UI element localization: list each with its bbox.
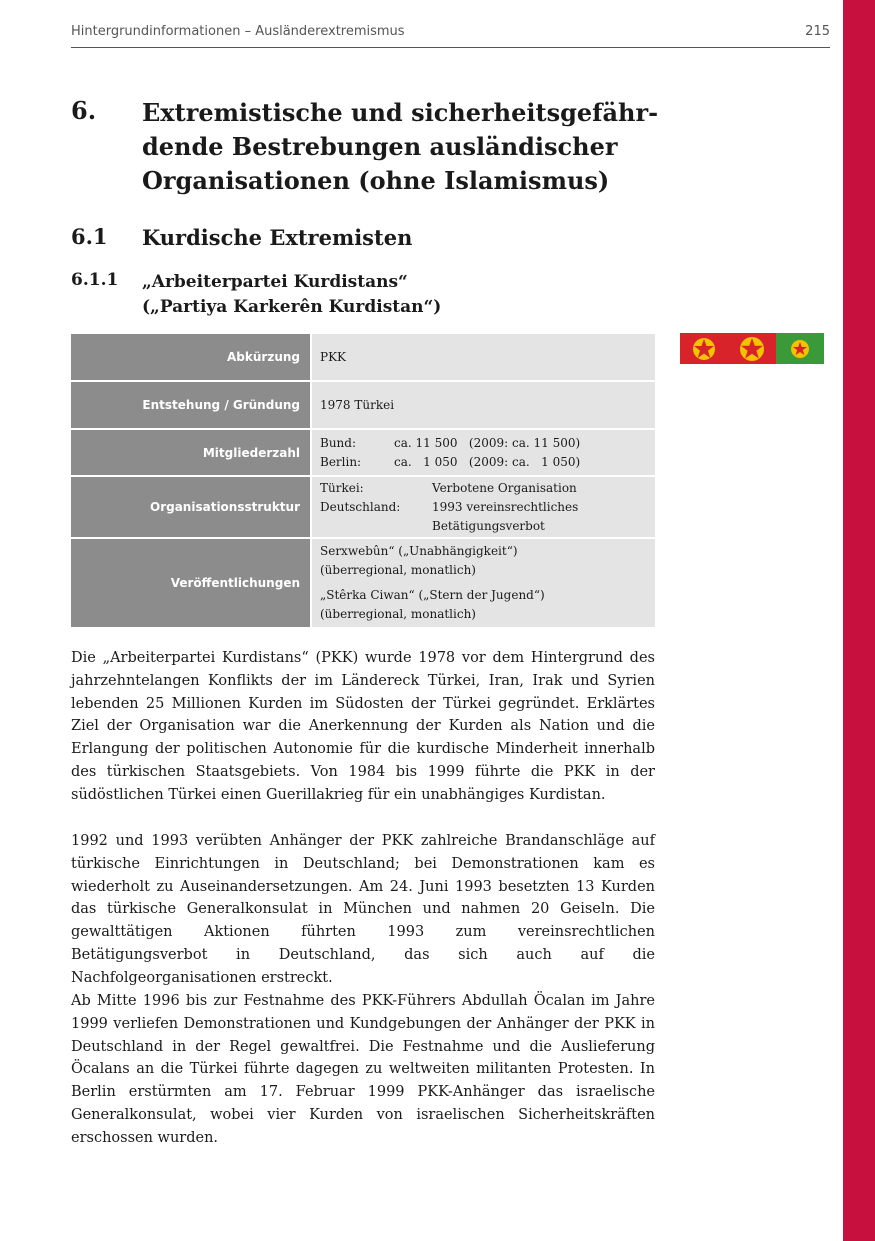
publication-title: „Stêrka Ciwan“ („Stern der Jugend“) [320,588,545,602]
table-row [71,538,655,628]
publication-frequency: (überregional, monatlich) [320,563,476,577]
structure-row [320,498,655,536]
heading3-line: („Partiya Karkerên Kurdistan“) [142,297,442,317]
members-value [311,429,655,476]
table-row [71,476,655,538]
structure-label: Organisationsstruktur [71,476,311,538]
flag-red-star-icon [728,333,776,364]
members-place: Bund: [320,435,356,450]
flag-red-star-icon [680,333,728,364]
structure-place: Deutschland: [320,499,401,514]
heading1-line: dende Bestrebungen ausländischer [142,132,618,161]
heading1-number: 6. [71,96,97,125]
red-flag-star-icon [689,335,719,363]
structure-status-line: 1993 vereinsrechtliches [432,499,579,514]
members-label: Mitgliederzahl [71,429,311,476]
table-row [71,381,655,429]
members-row [320,434,655,453]
pkk-flags [680,333,824,364]
heading2: Kurdische Extremisten [142,225,413,250]
body-paragraph: 1992 und 1993 verübten Anhänger der PKK zahlreiche Brandanschläge auf türkische Einrichtungen in Deutschland; bei Demonstrationen kam es wiederholt zu Auseinandersetzungen. Am 24. Juni 1993 besetzten 13 Kurden das türkische Generalkonsulat in München und nahmen 20 Geiseln. Die gewalttätigen Aktionen führten 1993 zum vereinsrechtlichen Betätigungsverbot in Deutschland, das sich auch auf die Nachfolgeorganisationen erstreckt. [71,833,655,986]
members-count: ca. 1 050 (2009: ca. 1 050) [394,454,581,469]
publications-label: Veröffentlichungen [71,538,311,628]
body-paragraph: Die „Arbeiterpartei Kurdistans“ (PKK) wurde 1978 vor dem Hintergrund des jahrzehntelangen Konflikts der im Ländereck Türkei, Iran, Irak und Syrien lebenden 25 Millionen Kurden im Südosten der Türkei gegründet. Erklärtes Ziel der Organisation war die Anerkennung der Kurden als Nation und die Erlangung der politischen Autonomie für die kurdische Minderheit innerhalb des türkischen Staatsgebiets. Von 1984 bis 1999 führte die PKK in der südöstlichen Türkei einen Guerillakrieg für ein unabhängiges Kurdistan. [71,650,655,803]
header-title: Hintergrundinformationen – Ausländerextremismus [71,24,405,39]
publications-value [311,538,655,628]
structure-status-line: Betätigungsverbot [432,518,545,533]
heading3-line: „Arbeiterpartei Kurdistans“ [142,272,408,292]
red-flag-star-icon [737,335,767,363]
publication-item [320,583,655,627]
publication-item [320,539,655,583]
body-paragraph: Ab Mitte 1996 bis zur Festnahme des PKK-Führers Abdullah Öcalan im Jahre 1999 verliefen Demonstrationen und Kundgebungen der Anhänger der PKK in Deutschland in der Regel gewaltfrei. Die Festnahme und die Auslieferung Öcalans an die Türkei führte dagegen zu weltweiten militanten Protesten. In Berlin erstürmten am 17. Februar 1999 PKK-Anhänger das israelische Generalkonsulat, wobei vier Kurden von israelischen Sicherheitskräften erschossen wurden. [71,993,655,1146]
structure-status [432,498,578,536]
running-header [71,22,830,48]
publication-title: Serxwebûn“ („Unabhängigkeit“) [320,544,518,558]
founding-value: 1978 Türkei [311,381,655,429]
heading3 [142,270,441,320]
heading2-number: 6.1 [71,224,108,249]
founding-label: Entstehung / Gründung [71,381,311,429]
members-count: ca. 11 500 (2009: ca. 11 500) [394,435,581,450]
green-flag-star-icon [785,335,815,363]
heading1 [142,96,662,198]
structure-value [311,476,655,538]
heading1-line: Organisationen (ohne Islamismus) [142,166,610,195]
members-row [320,453,655,472]
abbreviation-label: Abkürzung [71,334,311,381]
flag-green-star-icon [776,333,824,364]
red-margin-bar [843,0,875,1241]
publication-frequency: (überregional, monatlich) [320,607,476,621]
organisation-info-table [71,334,655,629]
heading1-line: Extremistische und sicherheitsgefähr- [142,98,659,127]
table-row [71,334,655,381]
structure-status: Verbotene Organisation [432,480,577,495]
table-row [71,429,655,476]
page-number: 215 [805,24,830,39]
abbreviation-value: PKK [311,334,655,381]
heading3-number: 6.1.1 [71,270,119,290]
members-place: Berlin: [320,454,362,469]
structure-place: Türkei: [320,480,364,495]
structure-row [320,479,655,498]
